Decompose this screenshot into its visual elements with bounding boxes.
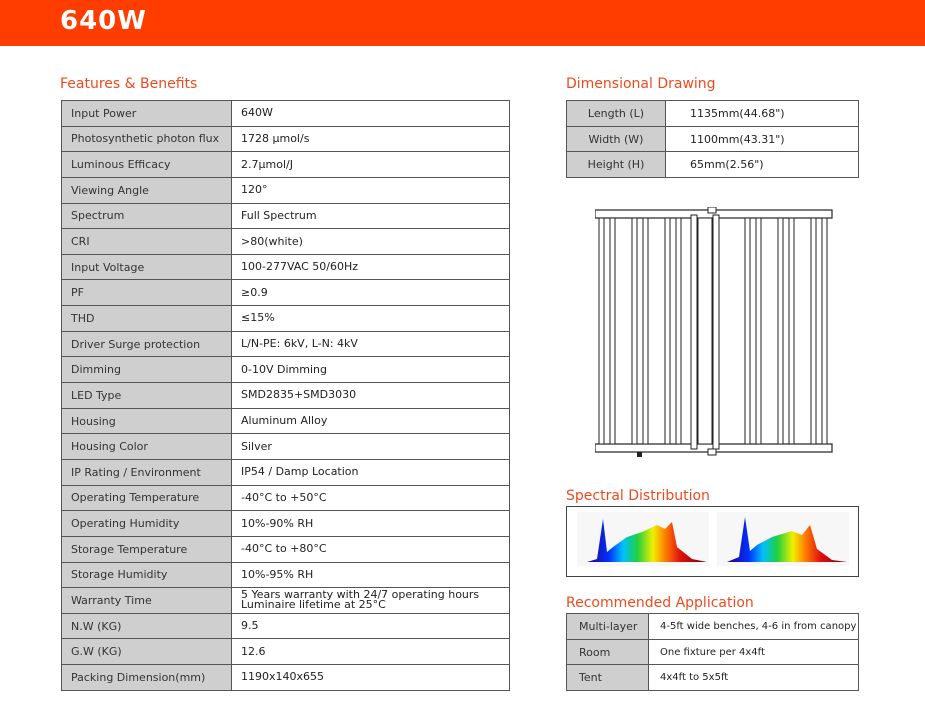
row-label: Input Voltage: [62, 254, 232, 280]
row-label: Multi-layer: [567, 614, 649, 640]
table-row: [567, 126, 859, 152]
row-label: Input Power: [62, 101, 232, 127]
row-value: ≤15%: [232, 306, 510, 332]
row-value: SMD2835+SMD3030: [232, 383, 510, 409]
row-value: IP54 / Damp Location: [232, 459, 510, 485]
row-value: 1190x140x655: [232, 665, 510, 691]
row-label: Tent: [567, 665, 649, 691]
table-row: [62, 613, 510, 639]
row-label: Driver Surge protection: [62, 331, 232, 357]
row-value: 4-5ft wide benches, 4-6 in from canopy: [649, 614, 859, 640]
table-row: [62, 665, 510, 691]
recommended-title: Recommended Application: [566, 595, 754, 611]
table-row: [62, 639, 510, 665]
row-value: 10%-95% RH: [232, 562, 510, 588]
table-row: [62, 177, 510, 203]
fixture-drawing: [595, 207, 833, 459]
row-label: Room: [567, 639, 649, 665]
row-label: Length (L): [567, 101, 666, 127]
row-label: Spectrum: [62, 203, 232, 229]
row-value: Full Spectrum: [232, 203, 510, 229]
table-row: [567, 639, 859, 665]
table-row: [62, 306, 510, 332]
row-value: 5 Years warranty with 24/7 operating hours Luminaire lifetime at 25°C: [232, 588, 510, 614]
row-value: One fixture per 4x4ft: [649, 639, 859, 665]
table-row: [62, 536, 510, 562]
table-row: [62, 126, 510, 152]
recommended-table: [566, 613, 859, 691]
row-value: 10%-90% RH: [232, 511, 510, 537]
row-label: LED Type: [62, 383, 232, 409]
table-row: [62, 459, 510, 485]
row-label: PF: [62, 280, 232, 306]
row-label: Packing Dimension(mm): [62, 665, 232, 691]
row-value: >80(white): [232, 229, 510, 255]
row-value: 2.7µmol/J: [232, 152, 510, 178]
table-row: [62, 511, 510, 537]
row-label: Housing: [62, 408, 232, 434]
table-row: [62, 101, 510, 127]
header-bar: [0, 0, 925, 46]
spectrum-chart-1: [577, 512, 709, 566]
row-label: Storage Humidity: [62, 562, 232, 588]
row-value: 12.6: [232, 639, 510, 665]
row-label: Warranty Time: [62, 588, 232, 614]
table-row: [62, 254, 510, 280]
row-value: 1100mm(43.31"): [666, 126, 859, 152]
row-value: -40°C to +50°C: [232, 485, 510, 511]
row-label: Operating Humidity: [62, 511, 232, 537]
row-value: 1728 µmol/s: [232, 126, 510, 152]
row-label: Dimming: [62, 357, 232, 383]
row-label: Height (H): [567, 152, 666, 178]
table-row: [567, 101, 859, 127]
row-value: L/N-PE: 6kV, L-N: 4kV: [232, 331, 510, 357]
row-label: IP Rating / Environment: [62, 459, 232, 485]
row-label: N.W (KG): [62, 613, 232, 639]
table-row: [62, 203, 510, 229]
row-value: 1135mm(44.68"): [666, 101, 859, 127]
row-label: Photosynthetic photon flux: [62, 126, 232, 152]
features-table: [61, 100, 510, 691]
row-value: 65mm(2.56"): [666, 152, 859, 178]
table-row: [62, 152, 510, 178]
row-label: Viewing Angle: [62, 177, 232, 203]
row-label: CRI: [62, 229, 232, 255]
row-label: Operating Temperature: [62, 485, 232, 511]
table-row: [62, 229, 510, 255]
table-row: [567, 614, 859, 640]
table-row: [62, 383, 510, 409]
spectral-chart-box: [566, 506, 859, 577]
row-label: Width (W): [567, 126, 666, 152]
table-row: [567, 152, 859, 178]
table-row: [62, 357, 510, 383]
row-value: ≥0.9: [232, 280, 510, 306]
table-row: [567, 665, 859, 691]
table-row: [62, 408, 510, 434]
dimensional-title: Dimensional Drawing: [566, 76, 716, 92]
table-row: [62, 588, 510, 614]
features-title: Features & Benefits: [60, 76, 198, 92]
row-value: 120°: [232, 177, 510, 203]
row-value: 0-10V Dimming: [232, 357, 510, 383]
table-row: [62, 562, 510, 588]
page-title: 640W: [60, 6, 147, 36]
table-row: [62, 280, 510, 306]
table-row: [62, 331, 510, 357]
row-label: Housing Color: [62, 434, 232, 460]
row-value: 100-277VAC 50/60Hz: [232, 254, 510, 280]
row-value: 4x4ft to 5x5ft: [649, 665, 859, 691]
row-value: 9.5: [232, 613, 510, 639]
table-row: [62, 485, 510, 511]
row-value: -40°C to +80°C: [232, 536, 510, 562]
row-label: THD: [62, 306, 232, 332]
dimension-table: [566, 100, 859, 178]
spectrum-chart-2: [717, 512, 849, 566]
spectral-title: Spectral Distribution: [566, 488, 710, 504]
row-label: Luminous Efficacy: [62, 152, 232, 178]
spectral-charts: [567, 507, 858, 576]
table-row: [62, 434, 510, 460]
row-value: 640W: [232, 101, 510, 127]
row-label: G.W (KG): [62, 639, 232, 665]
row-value: Aluminum Alloy: [232, 408, 510, 434]
row-label: Storage Temperature: [62, 536, 232, 562]
row-value: Silver: [232, 434, 510, 460]
